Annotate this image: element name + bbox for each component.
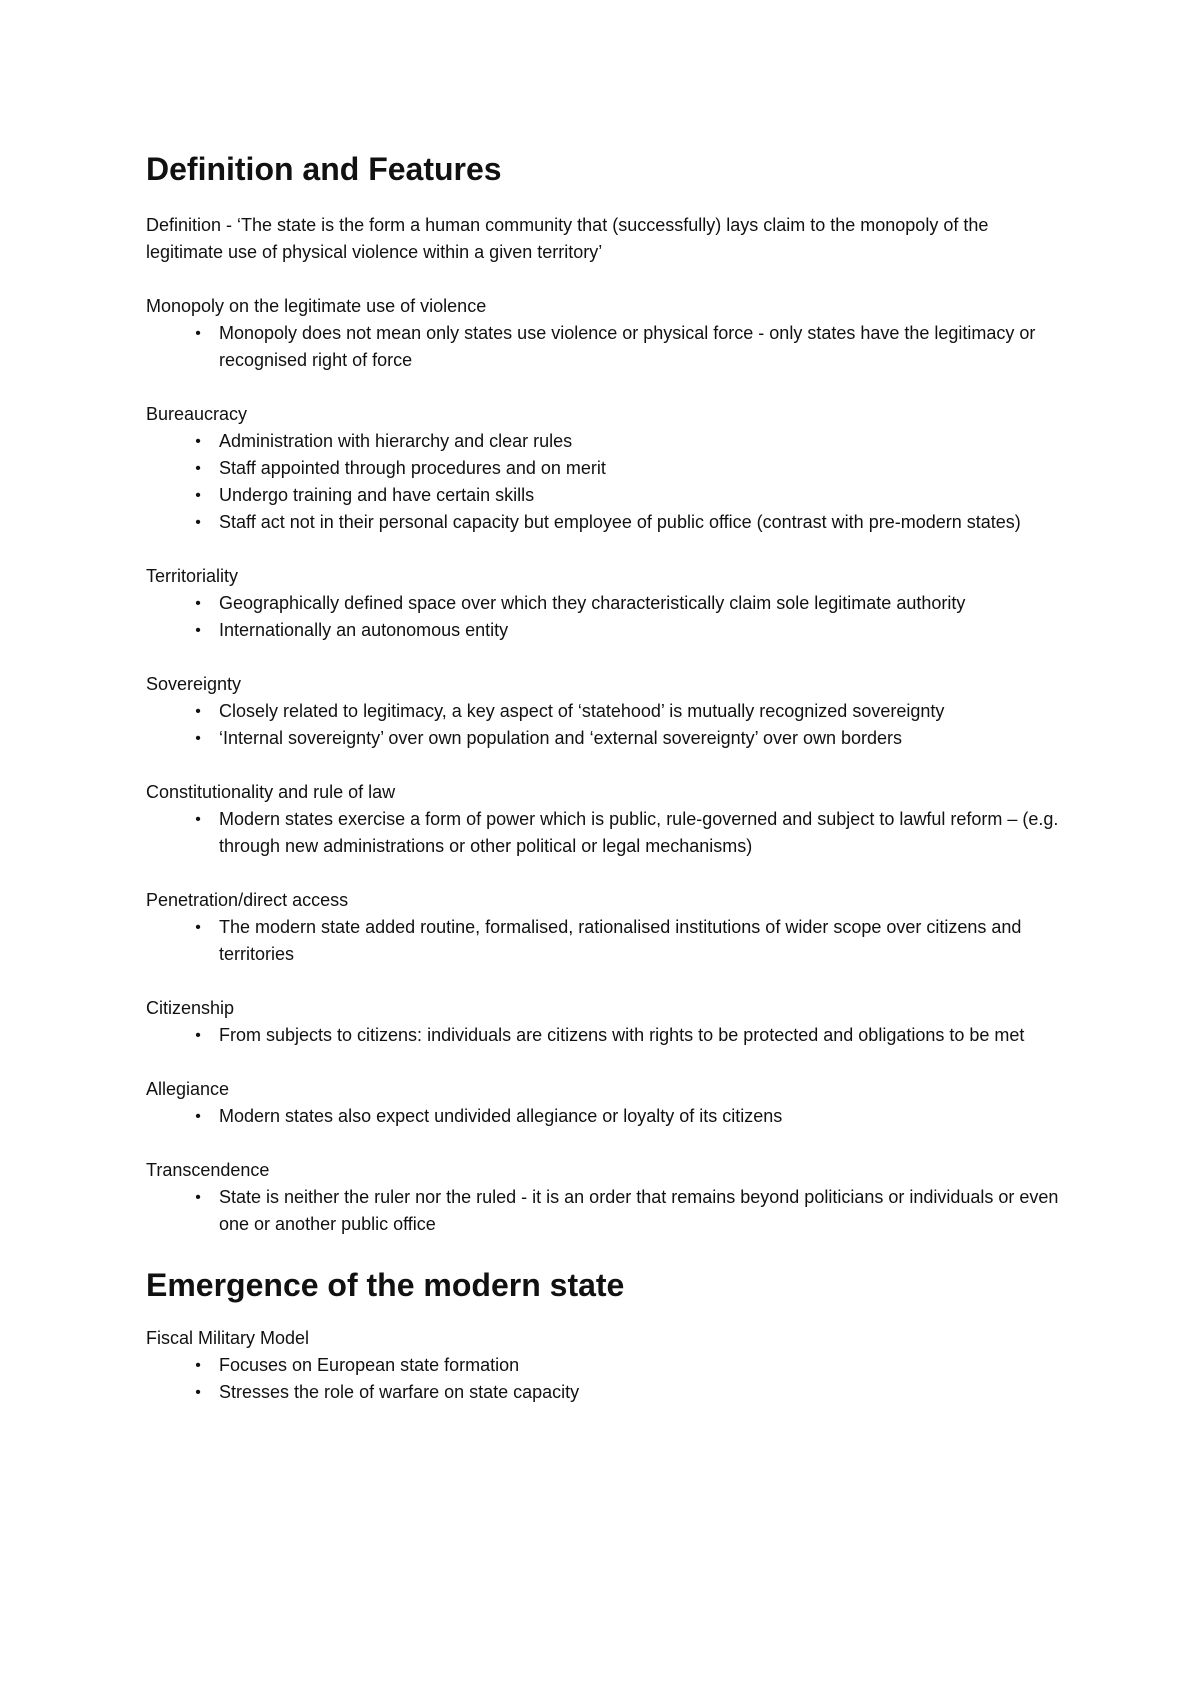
list-item-text: Administration with hierarchy and clear rules bbox=[219, 431, 573, 452]
list-item bbox=[146, 725, 1060, 752]
list-item-text: Closely related to legitimacy, a key aspect of ‘statehood’ is mutually recognized sovereignty bbox=[219, 701, 945, 722]
list-item-text: Staff appointed through procedures and on merit bbox=[219, 458, 606, 479]
section-monopoly-on-the-legitimate-use-of-violence bbox=[146, 293, 1060, 374]
bullet-dot-icon: • bbox=[195, 325, 201, 343]
bullet-list bbox=[146, 1184, 1060, 1238]
bullet-list bbox=[146, 914, 1060, 968]
section-title: Citizenship bbox=[146, 998, 235, 1019]
bullet-dot-icon: • bbox=[195, 595, 201, 613]
bullet-list bbox=[146, 806, 1060, 860]
bullet-list bbox=[146, 1352, 1060, 1406]
section-transcendence bbox=[146, 1157, 1060, 1238]
sections-container bbox=[146, 293, 1060, 1238]
bullet-list bbox=[146, 428, 1060, 536]
bullet-list bbox=[146, 1103, 1060, 1130]
list-item bbox=[146, 1352, 1060, 1379]
bullet-dot-icon: • bbox=[195, 919, 201, 937]
heading-emergence-of-modern-state: Emergence of the modern state bbox=[146, 1267, 625, 1304]
section-sovereignty bbox=[146, 671, 1060, 752]
list-item bbox=[146, 320, 1060, 374]
bullet-dot-icon: • bbox=[195, 811, 201, 829]
bullet-dot-icon: • bbox=[195, 1108, 201, 1126]
list-item-text: ‘Internal sovereignty’ over own population and ‘external sovereignty’ over own borders bbox=[219, 728, 903, 749]
bullet-dot-icon: • bbox=[195, 460, 201, 478]
list-item-text: Stresses the role of warfare on state capacity bbox=[219, 1381, 580, 1402]
list-item bbox=[146, 455, 1060, 482]
section-title: Sovereignty bbox=[146, 674, 242, 695]
section-constitutionality-and-rule-of-law bbox=[146, 779, 1060, 860]
bullet-list bbox=[146, 698, 1060, 752]
list-item-text: Monopoly does not mean only states use violence or physical force - only states have the legitimacy or recognised right of force bbox=[219, 323, 1036, 371]
section-penetration-direct-access bbox=[146, 887, 1060, 968]
list-item bbox=[146, 1184, 1060, 1238]
list-item bbox=[146, 806, 1060, 860]
bullet-dot-icon: • bbox=[195, 622, 201, 640]
list-item bbox=[146, 509, 1060, 536]
definition-paragraph: Definition - ‘The state is the form a human community that (successfully) lays claim to the monopoly of the legitimate use of physical violence within a given territory’ bbox=[146, 215, 989, 263]
bullet-dot-icon: • bbox=[195, 1356, 201, 1374]
bullet-list bbox=[146, 590, 1060, 644]
list-item bbox=[146, 590, 1060, 617]
section-bureaucracy bbox=[146, 401, 1060, 536]
section-title: Fiscal Military Model bbox=[146, 1327, 310, 1348]
list-item bbox=[146, 914, 1060, 968]
bullet-dot-icon: • bbox=[195, 703, 201, 721]
section-title: Territoriality bbox=[146, 566, 239, 587]
list-item-text: Modern states exercise a form of power which is public, rule-governed and subject to lawful reform – (e.g. through new administrations or other political or legal mechanisms) bbox=[219, 809, 1059, 857]
list-item bbox=[146, 1103, 1060, 1130]
list-item-text: Geographically defined space over which they characteristically claim sole legitimate authority bbox=[219, 593, 966, 614]
list-item-text: The modern state added routine, formalised, rationalised institutions of wider scope over citizens and territories bbox=[219, 917, 1022, 965]
section-title: Bureaucracy bbox=[146, 404, 248, 425]
list-item-text: Staff act not in their personal capacity but employee of public office (contrast with pre-modern states) bbox=[219, 512, 1021, 533]
list-item bbox=[146, 698, 1060, 725]
section-title: Constitutionality and rule of law bbox=[146, 782, 396, 803]
list-item-text: Internationally an autonomous entity bbox=[219, 620, 509, 641]
list-item bbox=[146, 1022, 1060, 1049]
heading-definition-and-features: Definition and Features bbox=[146, 151, 502, 187]
bullet-dot-icon: • bbox=[195, 433, 201, 451]
section-title: Penetration/direct access bbox=[146, 890, 349, 911]
section-title: Monopoly on the legitimate use of violence bbox=[146, 296, 487, 317]
bullet-dot-icon: • bbox=[195, 487, 201, 505]
list-item bbox=[146, 428, 1060, 455]
bullet-dot-icon: • bbox=[195, 1027, 201, 1045]
list-item-text: Modern states also expect undivided allegiance or loyalty of its citizens bbox=[219, 1106, 783, 1127]
section-citizenship bbox=[146, 995, 1060, 1049]
bullet-list bbox=[146, 320, 1060, 374]
section-fiscal-military-model bbox=[146, 1325, 1060, 1406]
list-item bbox=[146, 1379, 1060, 1406]
list-item-text: Undergo training and have certain skills bbox=[219, 485, 535, 506]
bullet-dot-icon: • bbox=[195, 730, 201, 748]
list-item-text: State is neither the ruler nor the ruled - it is an order that remains beyond politicians or individuals or even one or another public office bbox=[219, 1187, 1059, 1235]
list-item-text: From subjects to citizens: individuals are citizens with rights to be protected and obligations to be met bbox=[219, 1025, 1025, 1046]
bullet-dot-icon: • bbox=[195, 1189, 201, 1207]
bullet-dot-icon: • bbox=[195, 1383, 201, 1401]
sections2-container bbox=[146, 1325, 1060, 1406]
list-item bbox=[146, 617, 1060, 644]
section-allegiance bbox=[146, 1076, 1060, 1130]
list-item bbox=[146, 482, 1060, 509]
bullet-list bbox=[146, 1022, 1060, 1049]
bullet-dot-icon: • bbox=[195, 514, 201, 532]
section-territoriality bbox=[146, 563, 1060, 644]
section-title: Allegiance bbox=[146, 1079, 230, 1100]
section-title: Transcendence bbox=[146, 1160, 270, 1181]
list-item-text: Focuses on European state formation bbox=[219, 1354, 520, 1375]
